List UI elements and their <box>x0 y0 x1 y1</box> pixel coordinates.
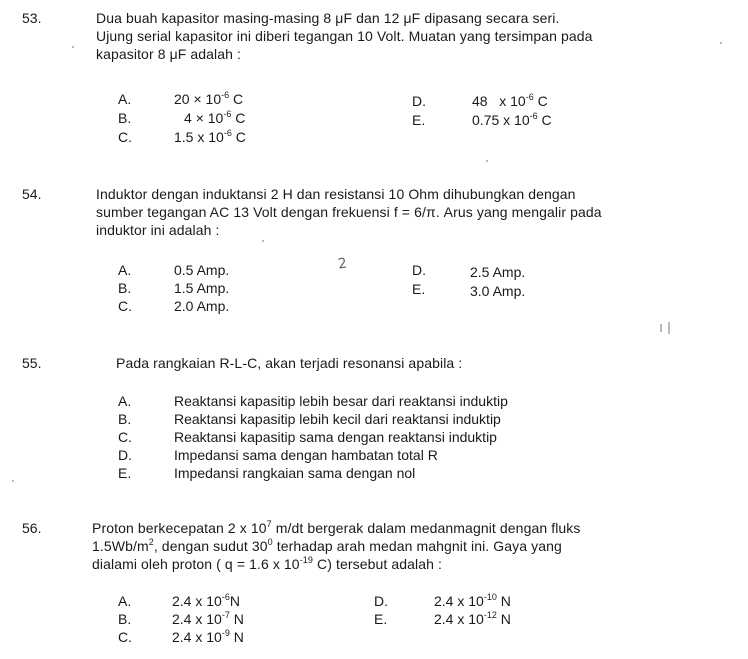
option-base: 10 <box>207 110 224 126</box>
option-exponent: -10 <box>483 592 497 602</box>
times-sign: x <box>197 129 205 145</box>
option-value <box>184 110 245 126</box>
option-unit: N <box>229 611 244 627</box>
option-mantissa: 20 <box>174 91 190 107</box>
option-letter: E. <box>118 465 132 481</box>
option-value: 3.0 Amp. <box>470 283 526 299</box>
option-mantissa: 2.4 x 10 <box>172 593 222 609</box>
option-value: Reaktansi kapasitip sama dengan reaktansi induktip <box>174 429 497 445</box>
option-base: 10 <box>514 112 530 128</box>
option-value <box>434 611 511 627</box>
option-letter: C. <box>118 129 132 145</box>
option-exponent: -6 <box>221 90 230 100</box>
option-letter: C. <box>118 298 132 314</box>
option-value <box>472 93 548 109</box>
times-sign: x <box>499 93 507 109</box>
option-letter: E. <box>412 281 426 297</box>
option-letter: B. <box>118 110 132 126</box>
option-letter: A. <box>118 393 132 409</box>
question-text-line <box>92 556 442 572</box>
option-mantissa: 2.4 x 10 <box>172 611 222 627</box>
question-text-line <box>92 520 581 536</box>
text-segment: C) tersebut adalah : <box>313 556 442 572</box>
scan-speck <box>486 160 488 162</box>
option-letter: A. <box>118 91 132 107</box>
option-letter: C. <box>118 429 132 445</box>
scan-speck <box>72 46 74 48</box>
question-text-line: Induktor dengan induktansi 2 H dan resistansi 10 Ohm dihubungkan dengan <box>96 186 576 202</box>
option-value <box>172 611 244 627</box>
option-exponent: -9 <box>221 628 230 638</box>
option-letter: B. <box>118 411 132 427</box>
option-exponent: -6 <box>529 111 538 121</box>
option-letter: B. <box>118 611 132 627</box>
option-base: 10 <box>205 91 222 107</box>
option-mantissa: 0.75 <box>472 112 500 128</box>
option-mantissa: 2.4 x 10 <box>172 629 222 645</box>
question-text-line: Pada rangkaian R-L-C, akan terjadi resonansi apabila : <box>116 355 463 371</box>
option-value: 0.5 Amp. <box>174 262 230 278</box>
option-value <box>472 112 552 128</box>
text-segment: m/dt bergerak dalam medanmagnit dengan fluks <box>271 520 581 536</box>
option-value <box>172 593 240 609</box>
option-unit: C <box>233 91 244 107</box>
question-number: 53. <box>22 10 42 26</box>
text-segment: terhadap arah medan mahgnit ini. Gaya yang <box>272 538 562 554</box>
option-letter: D. <box>118 447 132 463</box>
option-value: 1.5 Amp. <box>174 280 230 296</box>
handwritten-mark: 2 <box>336 255 348 273</box>
question-number: 55. <box>22 355 42 371</box>
option-unit: C <box>541 112 552 128</box>
question-text-line: sumber tegangan AC 13 Volt dengan frekuensi f = 6/π. Arus yang mengalir pada <box>96 204 602 220</box>
exponent: -19 <box>299 555 314 565</box>
question-text-line: Ujung serial kapasitor ini diberi tegangan 10 Volt. Muatan yang tersimpan pada <box>96 28 593 44</box>
option-value <box>434 593 511 609</box>
times-sign: x <box>503 112 511 128</box>
text-segment: , dengan sudut 30 <box>153 538 268 554</box>
option-letter: D. <box>374 593 388 609</box>
option-value <box>174 91 243 107</box>
option-unit: N <box>496 611 511 627</box>
option-unit: N <box>496 593 511 609</box>
text-segment: Proton berkecepatan 2 x 10 <box>92 520 267 536</box>
scan-speck <box>660 324 662 332</box>
text-segment: 1.5Wb/m <box>92 538 149 554</box>
question-text-line: induktor ini adalah : <box>96 222 220 238</box>
option-exponent: -6 <box>223 109 232 119</box>
option-exponent: -6 <box>223 128 232 138</box>
exponent: 0 <box>267 537 273 547</box>
question-number: 56. <box>22 520 42 536</box>
option-mantissa: 1.5 <box>174 129 194 145</box>
option-letter: E. <box>412 112 426 128</box>
option-value: Reaktansi kapasitip lebih kecil dari reaktansi induktip <box>174 411 501 427</box>
question-number: 54. <box>22 186 42 202</box>
question-text-line <box>92 538 562 554</box>
option-unit: C <box>235 110 246 126</box>
option-exponent: -6 <box>525 92 534 102</box>
exponent: 2 <box>148 537 154 547</box>
question-text-line: kapasitor 8 μF adalah : <box>96 46 241 62</box>
option-letter: A. <box>118 593 132 609</box>
option-value: Reaktansi kapasitip lebih besar dari reaktansi induktip <box>174 393 508 409</box>
scan-speck <box>12 480 14 482</box>
times-sign: × <box>195 110 204 126</box>
option-letter: A. <box>118 262 132 278</box>
question-text-line: Dua buah kapasitor masing-masing 8 μF dan 12 μF dipasang secara seri. <box>96 10 560 26</box>
exponent: 7 <box>266 519 272 529</box>
option-value <box>172 629 244 645</box>
option-value: 2.0 Amp. <box>174 298 230 314</box>
times-sign: × <box>193 91 202 107</box>
option-mantissa: 4 <box>184 110 192 126</box>
option-letter: B. <box>118 280 132 296</box>
option-exponent: -7 <box>221 610 230 620</box>
option-value: Impedansi sama dengan hambatan total R <box>174 447 438 463</box>
option-mantissa: 48 <box>472 93 488 109</box>
option-value <box>174 129 246 145</box>
option-unit: C <box>235 129 246 145</box>
option-letter: D. <box>412 262 426 278</box>
option-base: 10 <box>208 129 224 145</box>
option-exponent: -12 <box>483 610 497 620</box>
option-unit: N <box>229 629 244 645</box>
option-mantissa: 2.4 x 10 <box>434 593 484 609</box>
scan-speck <box>668 322 670 334</box>
scan-speck <box>720 42 722 44</box>
option-letter: C. <box>118 629 132 645</box>
option-mantissa: 2.4 x 10 <box>434 611 484 627</box>
option-unit: C <box>537 93 548 109</box>
text-segment: dialami oleh proton ( q = 1.6 x 10 <box>92 556 300 572</box>
option-unit: N <box>229 593 240 609</box>
option-value: Impedansi rangkaian sama dengan nol <box>174 465 416 481</box>
scan-speck <box>262 240 264 242</box>
option-letter: D. <box>412 93 426 109</box>
option-exponent: -6 <box>221 592 230 602</box>
option-base: 10 <box>510 93 526 109</box>
option-letter: E. <box>374 611 388 627</box>
option-value: 2.5 Amp. <box>470 264 526 280</box>
